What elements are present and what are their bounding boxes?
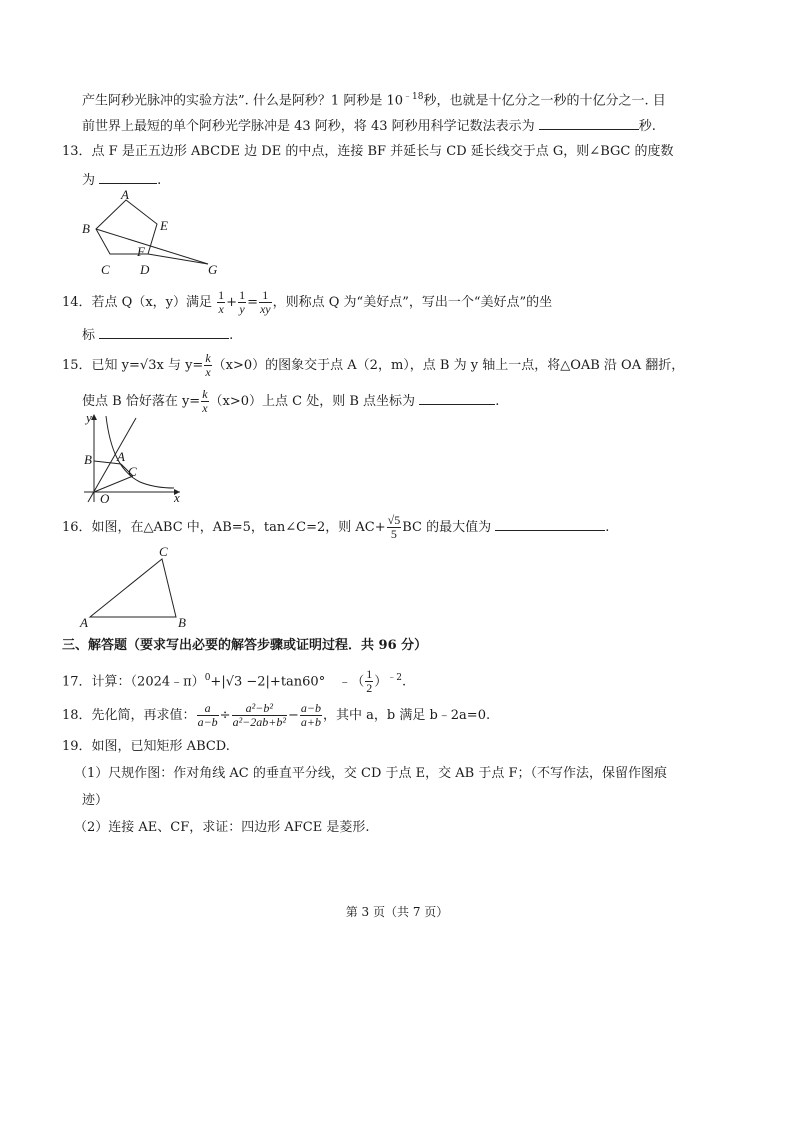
- q17-text-post: ）: [374, 674, 388, 690]
- q16-number: 16．: [62, 520, 92, 535]
- q18-fraction-3: [300, 702, 322, 729]
- q19-part-1: （1）尺规作图：作对角线 AC 的垂直平分线，交 CD 于点 E，交 AB 于点 F；（不写作法，保留作图痕: [74, 766, 667, 781]
- q15-fraction: [204, 352, 211, 379]
- q13-answer-blank[interactable]: [99, 170, 157, 184]
- q12-text-1: 产生阿秒光脉冲的实验方法”. 什么是阿秒？1 阿秒是 10: [82, 93, 403, 109]
- q19-line: [62, 738, 230, 756]
- q15-f2-num: k: [202, 387, 208, 401]
- q19-part-2: （2）连接 AE、CF，求证：四边形 AFCE 是菱形.: [74, 820, 370, 835]
- q14-text-2: 标: [82, 328, 96, 343]
- q13-text-2: 为: [82, 173, 96, 188]
- page-footer: 第 3 页（共 7 页）: [345, 905, 449, 919]
- q15-text-2-pre: 使点 B 恰好落在 y=: [82, 394, 201, 409]
- q12-line2: [82, 116, 656, 136]
- q16-answer-blank[interactable]: [495, 517, 605, 531]
- q14-end: .: [229, 328, 234, 343]
- q12-line1: [82, 88, 666, 110]
- q12-answer-blank[interactable]: [539, 116, 639, 130]
- q16-text-pre: 如图，在△ABC 中，AB=5，tan∠C=2，则 AC+: [91, 520, 386, 535]
- q15-graph-figure: [80, 410, 190, 505]
- q19-part-1-cont: 迹）: [82, 793, 109, 808]
- q18-f3-num: a−b: [300, 701, 321, 715]
- q14-text-post: ，则称点 Q 为“美好点”，写出一个“美好点”的坐: [272, 295, 553, 310]
- q13-line1: [62, 143, 673, 161]
- q14-fraction-1: [217, 289, 225, 316]
- label-d: D: [140, 262, 150, 277]
- q13-line2: [82, 170, 161, 190]
- q16-f-den: 5: [390, 527, 397, 541]
- q15-fraction-2: [201, 388, 208, 415]
- q13-pentagon-figure: [74, 188, 234, 280]
- q18-line: [62, 702, 490, 730]
- q14-f1-num: 1: [218, 288, 225, 302]
- q18-f2-den: a²−2ab+b²: [232, 715, 286, 729]
- q14-plus: +: [226, 295, 238, 310]
- label-a: A: [80, 615, 88, 629]
- label-c: C: [159, 544, 168, 559]
- line-dg: [148, 254, 208, 264]
- line-bg: [96, 229, 208, 264]
- q17-text-pre: 计算：（2024﹣π）: [91, 674, 205, 690]
- q17-exponent-0: 0: [204, 673, 211, 683]
- q18-number: 18．: [62, 708, 92, 723]
- q18-text-pre: 先化简，再求值：: [91, 708, 196, 723]
- q18-minus: −: [287, 708, 299, 723]
- label-b: B: [84, 452, 92, 467]
- q19-text: 如图，已知矩形 ABCD.: [91, 739, 230, 754]
- q15-f-num: k: [205, 351, 211, 365]
- q17-fraction: [365, 668, 373, 695]
- q14-answer-blank[interactable]: [99, 325, 229, 339]
- q18-fraction-1: [197, 702, 219, 729]
- q15-sqrt3: √3: [139, 358, 157, 373]
- q16-line: [62, 514, 609, 542]
- q16-text-post: BC 的最大值为: [402, 520, 492, 535]
- y-axis-arrow: [91, 414, 97, 420]
- label-g: G: [208, 262, 218, 277]
- q15-number: 15．: [62, 358, 92, 373]
- q17-line: [62, 664, 406, 696]
- q17-number: 17．: [62, 674, 92, 690]
- q17-exponent: ﹣2: [387, 673, 402, 683]
- q13-number: 13．: [62, 144, 92, 159]
- q17-f-den: 2: [366, 681, 373, 696]
- q14-number: 14．: [62, 295, 92, 310]
- label-y: y: [86, 410, 92, 425]
- q13-end: .: [157, 173, 162, 188]
- q15-text-mid: x 与 y=: [156, 358, 204, 373]
- q18-fraction-2: [232, 702, 287, 729]
- q14-fraction-3: [259, 289, 272, 316]
- q12-text-2: 前世界上最短的单个阿秒光学脉冲是 43 阿秒，将 43 阿秒用科学记数法表示为: [82, 119, 535, 134]
- q15-text-2-post: （x>0）上点 C 处，则 B 点坐标为: [209, 394, 416, 409]
- q14-f3-den: xy: [259, 302, 271, 316]
- label-b: B: [82, 221, 90, 236]
- q16-fraction: [387, 514, 402, 541]
- q12-text-2-tail: 秒.: [638, 119, 656, 134]
- q18-divide: ÷: [219, 708, 231, 723]
- q15-f-den: x: [205, 365, 211, 379]
- q17-text-mid: +|√3 −2|+tan60° ﹣（: [210, 674, 365, 690]
- q15-text-post: （x>0）的图象交于点 A（2，m），点 B 为 y 轴上一点，将△OAB 沿 OA 翻折，: [212, 358, 685, 373]
- q18-f2-num: a²−b²: [232, 702, 287, 716]
- label-e: E: [160, 218, 168, 233]
- q14-f2-num: 1: [239, 288, 246, 302]
- q13-text: 点 F 是正五边形 ABCDE 边 DE 的中点，连接 BF 并延长与 CD 延长线交于点 G，则∠BGC 的度数: [91, 144, 674, 159]
- q17-end: .: [401, 674, 407, 690]
- q15-end: .: [495, 394, 500, 409]
- q14-f2-den: y: [239, 302, 245, 316]
- q15-answer-blank[interactable]: [419, 391, 495, 405]
- q18-f3-den: a+b: [300, 715, 321, 729]
- q15-text-pre: 已知 y=: [91, 358, 140, 373]
- q19-number: 19．: [62, 739, 92, 754]
- label-a: A: [117, 449, 125, 464]
- q12-exponent: ﹣18: [403, 92, 424, 102]
- triangle-abc: [90, 559, 176, 617]
- label-f: F: [137, 244, 145, 259]
- q14-f1-den: x: [218, 302, 224, 316]
- q15-f2-den: x: [202, 401, 208, 415]
- q12-text-1-tail: 秒，也就是十亿分之一秒的十亿分之一. 目: [423, 93, 666, 109]
- section-3-heading: 三、解答题（要求写出必要的解答步骤或证明过程．共 96 分）: [62, 638, 428, 653]
- q14-text-pre: 若点 Q（x，y）满足: [91, 295, 213, 310]
- label-c: C: [101, 262, 110, 277]
- line-y-sqrt3x: [88, 418, 136, 502]
- label-a: A: [121, 188, 129, 202]
- q18-f1-den: a−b: [197, 715, 218, 729]
- label-o: O: [100, 491, 110, 505]
- q14-f3-num: 1: [259, 289, 272, 303]
- q16-end: .: [605, 520, 610, 535]
- label-b: B: [178, 615, 186, 629]
- q15-line1: [62, 352, 684, 379]
- q16-f-num: √5: [387, 513, 401, 527]
- q14-line2: [82, 325, 233, 345]
- q14-equals: =: [247, 295, 258, 310]
- q16-triangle-figure: [78, 543, 196, 629]
- q14-line1: [62, 289, 552, 316]
- pentagon-shape: [96, 200, 157, 254]
- label-c: C: [128, 464, 137, 479]
- q14-fraction-2: [238, 289, 246, 316]
- q18-text-post: ，其中 a，b 满足 b﹣2a=0.: [322, 708, 491, 723]
- label-x: x: [174, 490, 180, 505]
- q18-f1-num: a: [197, 702, 219, 716]
- q17-f-num: 1: [366, 667, 373, 682]
